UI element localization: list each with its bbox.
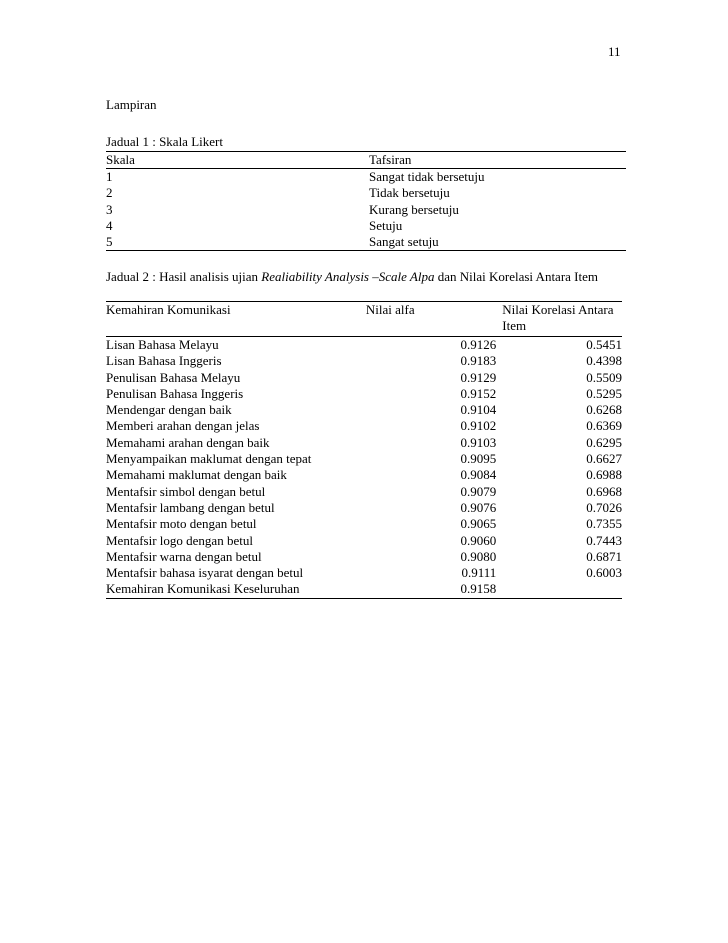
skill-name: Penulisan Bahasa Melayu bbox=[106, 369, 241, 385]
alpha-value: 0.9111 bbox=[461, 565, 497, 581]
reliability-table bbox=[106, 301, 622, 599]
alpha-value: 0.9152 bbox=[460, 385, 497, 401]
skill-name: Lisan Bahasa Inggeris bbox=[106, 353, 222, 369]
table-row bbox=[106, 484, 622, 500]
correlation-value: 0.6968 bbox=[586, 483, 622, 499]
table-row bbox=[106, 370, 622, 386]
table-row bbox=[106, 234, 626, 251]
table-row bbox=[106, 451, 622, 467]
alpha-value: 0.9104 bbox=[460, 402, 497, 418]
alpha-value: 0.9076 bbox=[460, 499, 497, 515]
scale-value: 4 bbox=[106, 217, 113, 233]
skill-name: Mentafsir simbol dengan betul bbox=[106, 483, 266, 499]
alpha-value: 0.9126 bbox=[460, 337, 497, 352]
skill-name: Mendengar dengan baik bbox=[106, 402, 232, 418]
table1-caption: Jadual 1 : Skala Likert bbox=[106, 134, 223, 149]
table-header-row bbox=[106, 152, 626, 169]
correlation-value: 0.6295 bbox=[586, 434, 622, 450]
table-row bbox=[106, 516, 622, 532]
alpha-value: 0.9065 bbox=[460, 516, 497, 532]
correlation-value bbox=[496, 581, 622, 598]
table-row bbox=[106, 218, 626, 234]
table-header-row bbox=[106, 302, 622, 337]
alpha-value: 0.9183 bbox=[460, 353, 497, 369]
scale-value: 3 bbox=[106, 201, 113, 217]
skill-name: Menyampaikan maklumat dengan tepat bbox=[106, 451, 312, 467]
table-row bbox=[106, 418, 622, 434]
alpha-value: 0.9080 bbox=[460, 548, 497, 564]
scale-value: 2 bbox=[106, 185, 113, 201]
table-row bbox=[106, 581, 622, 598]
correlation-value: 0.6369 bbox=[586, 418, 622, 434]
table-row bbox=[106, 337, 622, 354]
table-row bbox=[106, 435, 622, 451]
header-kemahiran: Kemahiran Komunikasi bbox=[106, 302, 231, 317]
table-row bbox=[106, 565, 622, 581]
alpha-value: 0.9079 bbox=[460, 483, 497, 499]
correlation-value: 0.6988 bbox=[586, 467, 622, 483]
caption-prefix: Jadual 2 : Hasil analisis ujian bbox=[106, 269, 262, 284]
alpha-value: 0.9095 bbox=[460, 451, 497, 467]
table-row bbox=[106, 549, 622, 565]
table-row bbox=[106, 386, 622, 402]
table-row bbox=[106, 185, 626, 201]
alpha-value: 0.9103 bbox=[460, 434, 497, 450]
correlation-value: 0.6871 bbox=[586, 548, 622, 564]
table-row bbox=[106, 500, 622, 516]
page-number: 11 bbox=[608, 44, 621, 59]
scale-meaning: Kurang bersetuju bbox=[369, 201, 459, 217]
skill-name: Mentafsir bahasa isyarat dengan betul bbox=[106, 565, 304, 581]
correlation-value: 0.5509 bbox=[586, 369, 622, 385]
alpha-value: 0.9102 bbox=[460, 418, 497, 434]
correlation-value: 0.7443 bbox=[586, 532, 622, 548]
caption-italic: Realiability Analysis –Scale Alpa bbox=[261, 269, 435, 284]
skill-name: Kemahiran Komunikasi Keseluruhan bbox=[106, 581, 300, 597]
scale-meaning: Setuju bbox=[369, 217, 403, 233]
correlation-value: 0.6003 bbox=[586, 565, 622, 581]
alpha-value: 0.9060 bbox=[460, 532, 497, 548]
skill-name: Mentafsir logo dengan betul bbox=[106, 532, 253, 548]
correlation-value: 0.4398 bbox=[586, 353, 622, 369]
alpha-value: 0.9084 bbox=[460, 467, 497, 483]
correlation-value: 0.5295 bbox=[586, 385, 622, 401]
likert-scale-table bbox=[106, 151, 626, 251]
correlation-value: 0.6268 bbox=[586, 402, 622, 418]
header-nilai-korelasi: Nilai Korelasi Antara Item bbox=[502, 302, 614, 333]
correlation-value: 0.5451 bbox=[586, 337, 622, 352]
table-row bbox=[106, 402, 622, 418]
skill-name: Mentafsir warna dengan betul bbox=[106, 548, 262, 564]
header-skala: Skala bbox=[106, 152, 135, 167]
scale-value: 1 bbox=[106, 169, 113, 185]
skill-name: Mentafsir lambang dengan betul bbox=[106, 499, 275, 515]
table2-caption bbox=[106, 268, 626, 285]
scale-meaning: Sangat tidak bersetuju bbox=[369, 169, 485, 185]
correlation-value: 0.6627 bbox=[586, 451, 622, 467]
caption-suffix: dan Nilai Korelasi Antara Item bbox=[434, 269, 598, 284]
correlation-value: 0.7355 bbox=[586, 516, 622, 532]
skill-name: Penulisan Bahasa Inggeris bbox=[106, 385, 244, 401]
table-row bbox=[106, 169, 626, 186]
section-title-lampiran: Lampiran bbox=[106, 97, 157, 112]
skill-name: Mentafsir moto dengan betul bbox=[106, 516, 257, 532]
skill-name: Memberi arahan dengan jelas bbox=[106, 418, 260, 434]
skill-name: Memahami maklumat dengan baik bbox=[106, 467, 287, 483]
scale-meaning: Tidak bersetuju bbox=[369, 185, 450, 201]
table-row bbox=[106, 467, 622, 483]
scale-value: 5 bbox=[106, 233, 113, 249]
table-row bbox=[106, 353, 622, 369]
scale-meaning: Sangat setuju bbox=[369, 233, 439, 249]
alpha-value: 0.9129 bbox=[460, 369, 497, 385]
skill-name: Memahami arahan dengan baik bbox=[106, 434, 270, 450]
skill-name: Lisan Bahasa Melayu bbox=[106, 337, 219, 352]
header-nilai-alfa: Nilai alfa bbox=[365, 302, 415, 317]
table-row bbox=[106, 533, 622, 549]
correlation-value: 0.7026 bbox=[586, 499, 622, 515]
table-row bbox=[106, 202, 626, 218]
header-tafsiran: Tafsiran bbox=[369, 152, 412, 167]
alpha-value: 0.9158 bbox=[460, 581, 497, 597]
